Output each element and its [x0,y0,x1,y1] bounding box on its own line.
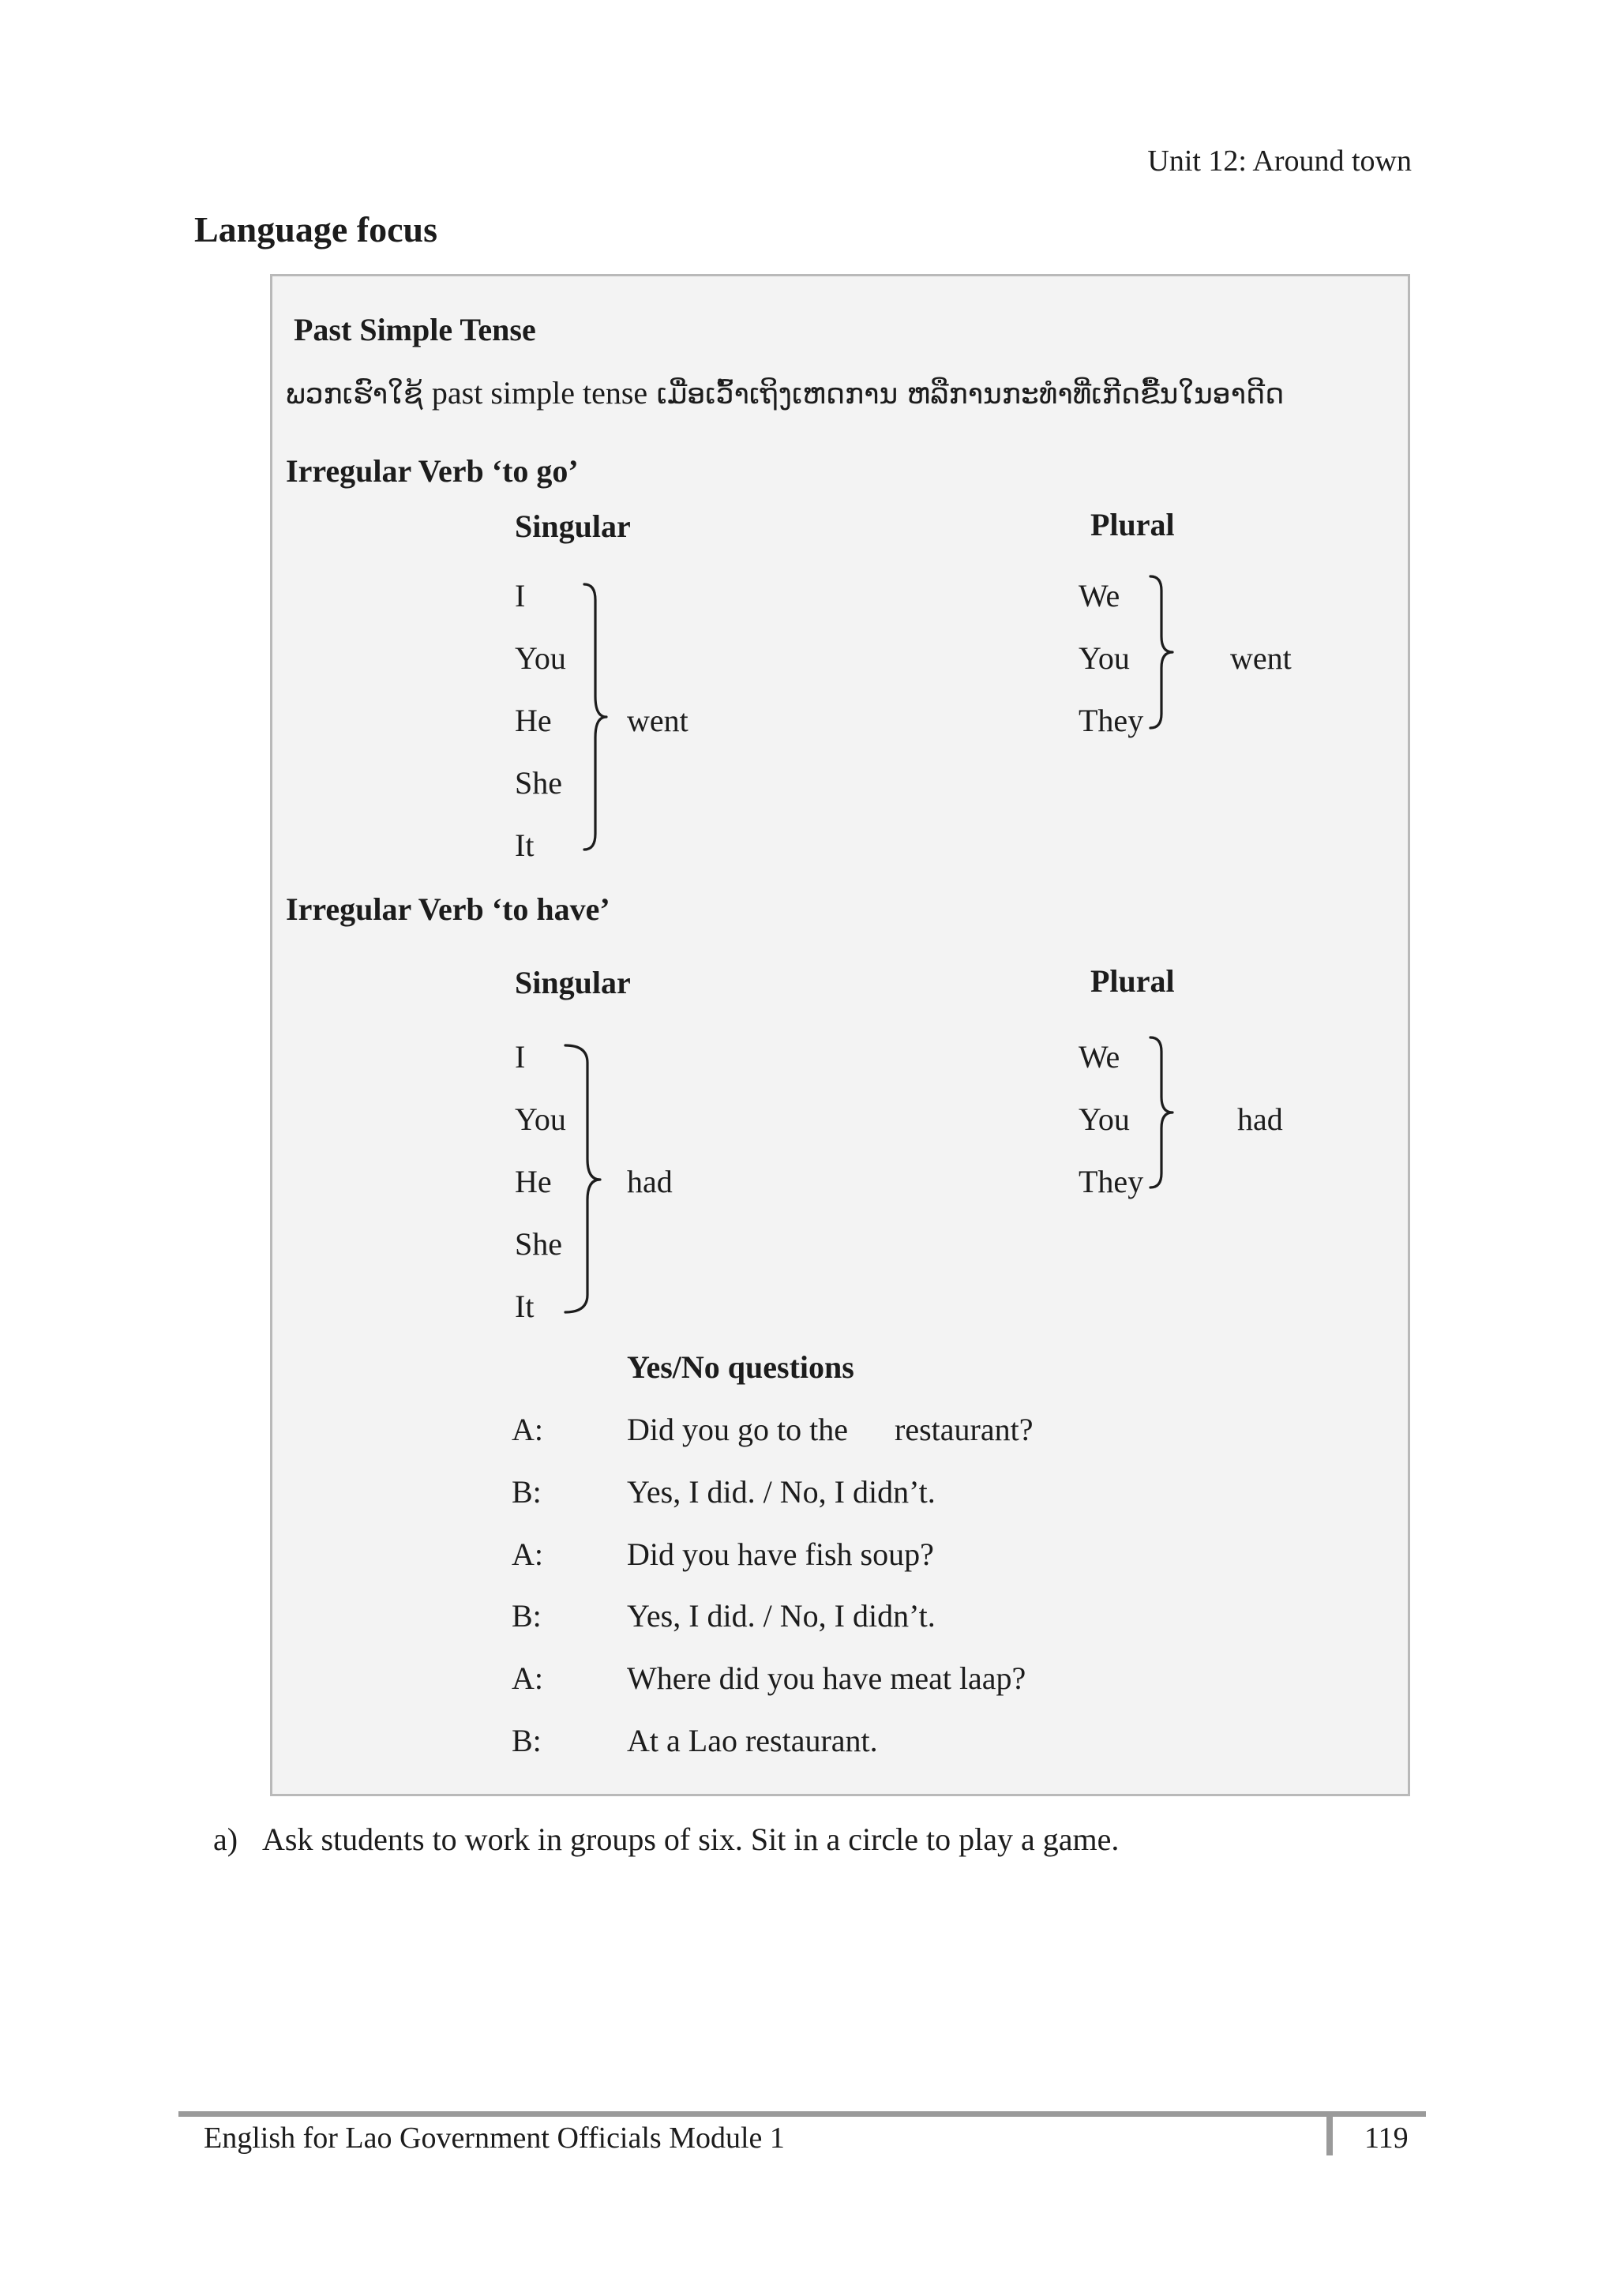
unit-title: Unit 12: Around town [1147,144,1412,178]
verb-go-singular-pronoun: She [515,765,562,801]
verb-have-singular-brace [564,1044,606,1314]
verb-have-plural-pronoun: You [1079,1101,1130,1137]
lao-intro-line [286,374,1284,411]
dialogue-line: At a Lao restaurant. [627,1723,878,1758]
verb-go-singular-pronoun: He [515,703,552,738]
verb-have-singular-label: Singular [515,965,631,1000]
footer-book-title: English for Lao Government Officials Module 1 [204,2122,785,2155]
dialogue-line: Yes, I did. / No, I didn’t. [627,1474,936,1510]
footer-rule [178,2111,1426,2117]
instruction-text: Ask students to work in groups of six. Sit in a circle to play a game. [262,1821,1120,1857]
dialogue-speaker: A: [512,1536,543,1572]
verb-go-singular-form: went [627,703,688,738]
dialogue-speaker: B: [512,1598,542,1634]
verb-go-singular-pronoun: I [515,578,526,613]
dialogue-speaker: B: [512,1474,542,1510]
verb-have-singular-pronoun: She [515,1226,562,1262]
verb-go-plural-label: Plural [1090,507,1175,542]
verb-go-plural-pronoun: We [1079,578,1120,613]
dialogue-speaker: A: [512,1412,543,1447]
questions-heading: Yes/No questions [627,1349,854,1385]
verb-go-singular-pronoun: It [515,827,535,863]
page-number: 119 [1364,2122,1409,2155]
verb-go-singular-brace [583,583,614,851]
box-title: Past Simple Tense [294,312,536,347]
lao-intro-suffix: ເມື່ອເວົ້າເຖິງເຫດການ ຫລືການກະທຳທີ່ເກີດຂື້ນໃນອາດີດ [656,378,1285,411]
verb-have-heading: Irregular Verb ‘to have’ [286,891,610,927]
lao-intro-term: past simple tense [431,375,648,411]
section-title: Language focus [194,209,437,249]
verb-have-plural-label: Plural [1090,963,1175,999]
verb-have-plural-brace [1149,1036,1180,1189]
dialogue-line: Did you go to the [627,1412,848,1447]
dialogue-line: Where did you have meat laap? [627,1660,1026,1696]
verb-go-plural-form: went [1230,640,1292,676]
verb-go-heading: Irregular Verb ‘to go’ [286,453,579,489]
verb-have-singular-form: had [627,1164,673,1199]
dialogue-line: Did you have fish soup? [627,1536,934,1572]
verb-have-singular-pronoun: I [515,1039,526,1075]
instruction-marker: a) [213,1821,238,1857]
dialogue-line: Yes, I did. / No, I didn’t. [627,1598,936,1634]
verb-go-plural-brace [1149,575,1180,730]
dialogue-speaker: B: [512,1723,542,1758]
verb-have-singular-pronoun: It [515,1289,535,1324]
verb-have-singular-pronoun: He [515,1164,552,1199]
verb-have-singular-pronoun: You [515,1101,566,1137]
verb-have-plural-pronoun: We [1079,1039,1120,1075]
footer-divider [1326,2111,1333,2155]
dialogue-line-end: restaurant? [895,1412,1034,1447]
verb-go-singular-pronoun: You [515,640,566,676]
verb-go-plural-pronoun: You [1079,640,1130,676]
lao-intro-prefix: ພວກເຮົາໃຊ້ [286,378,423,411]
verb-have-plural-form: had [1237,1101,1283,1137]
verb-have-plural-pronoun: They [1079,1164,1144,1199]
dialogue-speaker: A: [512,1660,543,1696]
verb-go-singular-label: Singular [515,508,631,544]
verb-go-plural-pronoun: They [1079,703,1144,738]
